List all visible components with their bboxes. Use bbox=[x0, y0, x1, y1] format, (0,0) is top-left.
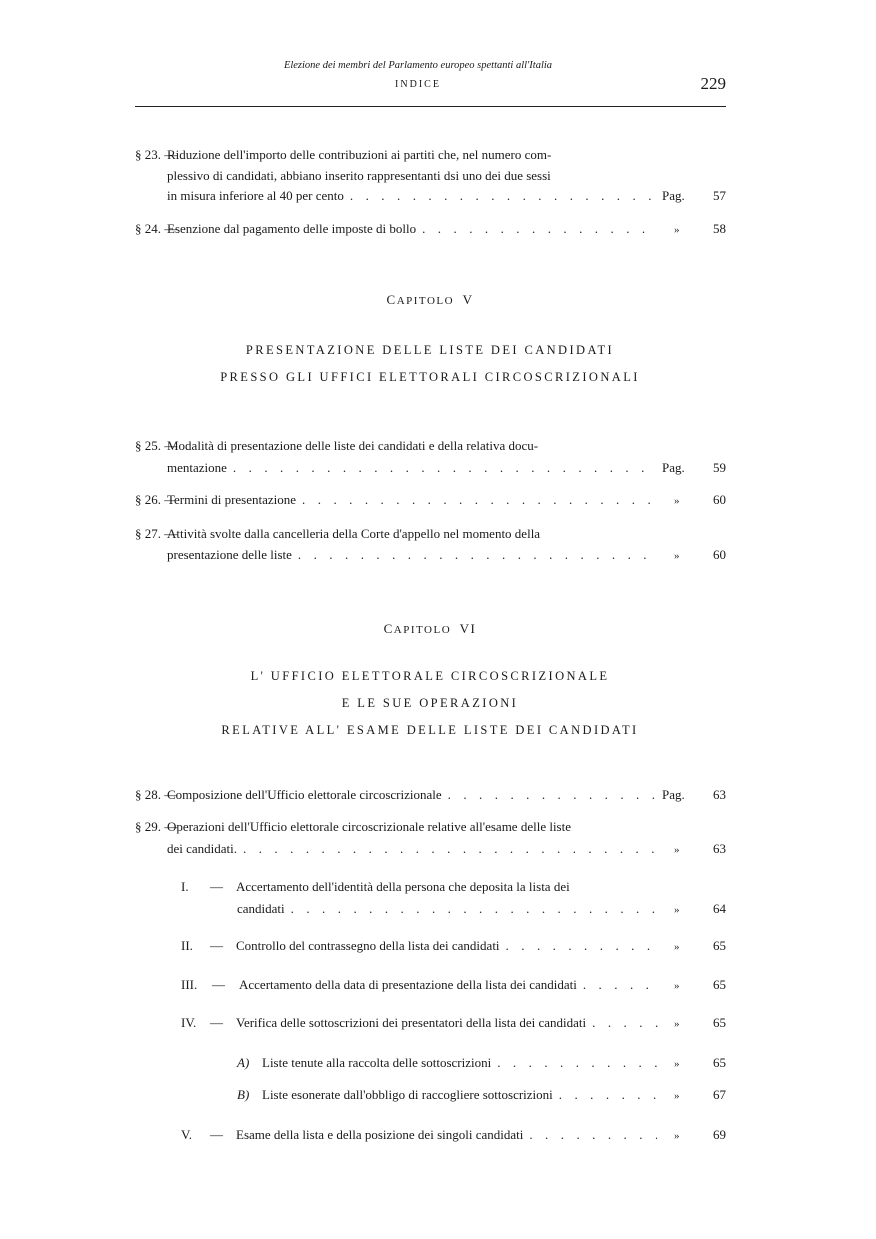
chapter-title: PRESENTAZIONE DELLE LISTE DEI CANDIDATI bbox=[245, 343, 615, 357]
dot-leader bbox=[491, 1054, 657, 1072]
ditto-mark: » bbox=[674, 1130, 680, 1142]
entry-page: 65 bbox=[713, 1055, 726, 1070]
dot-leader bbox=[577, 976, 657, 994]
dot-leader bbox=[500, 937, 657, 955]
entry-text: Accertamento dell'identità della persona che deposita la lista dei bbox=[236, 879, 570, 894]
chapter-title: E LE SUE OPERAZIONI bbox=[341, 696, 519, 710]
page-ref-label: Pag. bbox=[662, 460, 685, 475]
entry-page: 65 bbox=[713, 938, 726, 953]
entry-number: § 24. — bbox=[135, 221, 178, 236]
chapter-heading: CAPITOLO VI bbox=[383, 621, 477, 636]
entry-page: 60 bbox=[713, 492, 726, 507]
dash: — bbox=[212, 977, 225, 992]
entry-text: Attività svolte dalla cancelleria della Corte d'appello nel momento della bbox=[167, 526, 541, 541]
subentry-number: II. bbox=[181, 938, 193, 953]
entry-page: 60 bbox=[713, 547, 726, 562]
entry-page: 67 bbox=[713, 1087, 726, 1102]
entry-number: § 29. — bbox=[135, 819, 178, 834]
entry-number: § 23. — bbox=[135, 147, 178, 162]
entry-text: Esenzione dal pagamento delle imposte di bollo bbox=[167, 221, 417, 236]
entry-text: Accertamento della data di presentazione della lista dei candidati bbox=[239, 977, 577, 992]
chapter-title: L' UFFICIO ELETTORALE CIRCOSCRIZIONALE bbox=[250, 669, 610, 683]
subentry-number: IV. bbox=[181, 1015, 197, 1030]
subentry-number: I. bbox=[181, 879, 189, 894]
dot-leader bbox=[285, 900, 657, 918]
ditto-mark: » bbox=[674, 980, 680, 992]
dash: — bbox=[210, 938, 223, 953]
dot-leader bbox=[442, 786, 657, 804]
ditto-mark: » bbox=[674, 1018, 680, 1030]
dot-leader bbox=[586, 1014, 660, 1032]
entry-page: 63 bbox=[713, 787, 726, 802]
chapter-heading: CAPITOLO V bbox=[386, 292, 474, 307]
entry-text: Liste tenute alla raccolta delle sottoscrizioni bbox=[262, 1055, 492, 1070]
entry-number: § 25. — bbox=[135, 438, 178, 453]
ditto-mark: » bbox=[674, 904, 680, 916]
entry-page: 65 bbox=[713, 1015, 726, 1030]
dot-leader bbox=[416, 220, 657, 238]
subentry-number: V. bbox=[181, 1127, 192, 1142]
dash: — bbox=[210, 1015, 223, 1030]
ditto-mark: » bbox=[674, 941, 680, 953]
dot-leader bbox=[227, 459, 657, 477]
entry-text: Esame della lista e della posizione dei singoli candidati bbox=[236, 1127, 524, 1142]
ditto-mark: » bbox=[674, 1058, 680, 1070]
entry-text: Termini di presentazione bbox=[167, 492, 297, 507]
entry-text: Operazioni dell'Ufficio elettorale circoscrizionale relative all'esame delle liste bbox=[167, 819, 572, 834]
dash: — bbox=[210, 879, 223, 894]
entry-page: 58 bbox=[713, 221, 726, 236]
entry-text: Composizione dell'Ufficio elettorale circoscrizionale bbox=[167, 787, 442, 802]
entry-text: mentazione bbox=[167, 460, 227, 475]
entry-page: 65 bbox=[713, 977, 726, 992]
ditto-mark: » bbox=[674, 844, 680, 856]
entry-number: § 28. — bbox=[135, 787, 178, 802]
entry-text: Controllo del contrassegno della lista dei candidati bbox=[236, 938, 500, 953]
dot-leader bbox=[553, 1086, 657, 1104]
dot-leader bbox=[292, 546, 657, 564]
ditto-mark: » bbox=[674, 1090, 680, 1102]
entry-number: § 27. — bbox=[135, 526, 178, 541]
entry-page: 69 bbox=[713, 1127, 726, 1142]
section-label: INDICE bbox=[395, 79, 441, 90]
subentry-letter: A) bbox=[237, 1055, 250, 1070]
page-ref-label: Pag. bbox=[662, 188, 685, 203]
header-rule bbox=[135, 106, 726, 107]
entry-text: in misura inferiore al 40 per cento bbox=[167, 188, 344, 203]
chapter-title: PRESSO GLI UFFICI ELETTORALI CIRCOSCRIZIONALI bbox=[220, 370, 640, 384]
entry-text: candidati bbox=[237, 901, 285, 916]
dot-leader bbox=[296, 491, 657, 509]
dot-leader bbox=[344, 187, 657, 205]
entry-page: 57 bbox=[713, 188, 726, 203]
entry-text: Verifica delle sottoscrizioni dei presentatori della lista dei candidati bbox=[236, 1015, 587, 1030]
dash: — bbox=[210, 1127, 223, 1142]
entry-page: 59 bbox=[713, 460, 726, 475]
entry-page: 63 bbox=[713, 841, 726, 856]
page-number: 229 bbox=[700, 74, 726, 93]
dot-leader bbox=[523, 1126, 657, 1144]
entry-text: dei candidati. bbox=[167, 841, 238, 856]
running-title: Elezione dei membri del Parlamento europeo spettanti all'Italia bbox=[283, 60, 553, 71]
page-ref-label: Pag. bbox=[662, 787, 685, 802]
subentry-number: III. bbox=[181, 977, 198, 992]
entry-text: plessivo di candidati, abbiano inserito rappresentanti dsi uno dei due sessi bbox=[167, 168, 551, 183]
ditto-mark: » bbox=[674, 550, 680, 562]
entry-text: presentazione delle liste bbox=[167, 547, 292, 562]
ditto-mark: » bbox=[674, 495, 680, 507]
ditto-mark: » bbox=[674, 224, 680, 236]
entry-number: § 26. — bbox=[135, 492, 178, 507]
chapter-title: RELATIVE ALL' ESAME DELLE LISTE DEI CANDIDATI bbox=[221, 723, 639, 737]
subentry-letter: B) bbox=[237, 1087, 250, 1102]
entry-text: Riduzione dell'importo delle contribuzioni ai partiti che, nel numero com- bbox=[167, 147, 552, 162]
dot-leader bbox=[237, 840, 657, 858]
entry-text: Liste esonerate dall'obbligo di raccogliere sottoscrizioni bbox=[262, 1087, 553, 1102]
entry-text: Modalità di presentazione delle liste dei candidati e della relativa docu- bbox=[167, 438, 539, 453]
entry-page: 64 bbox=[713, 901, 726, 916]
